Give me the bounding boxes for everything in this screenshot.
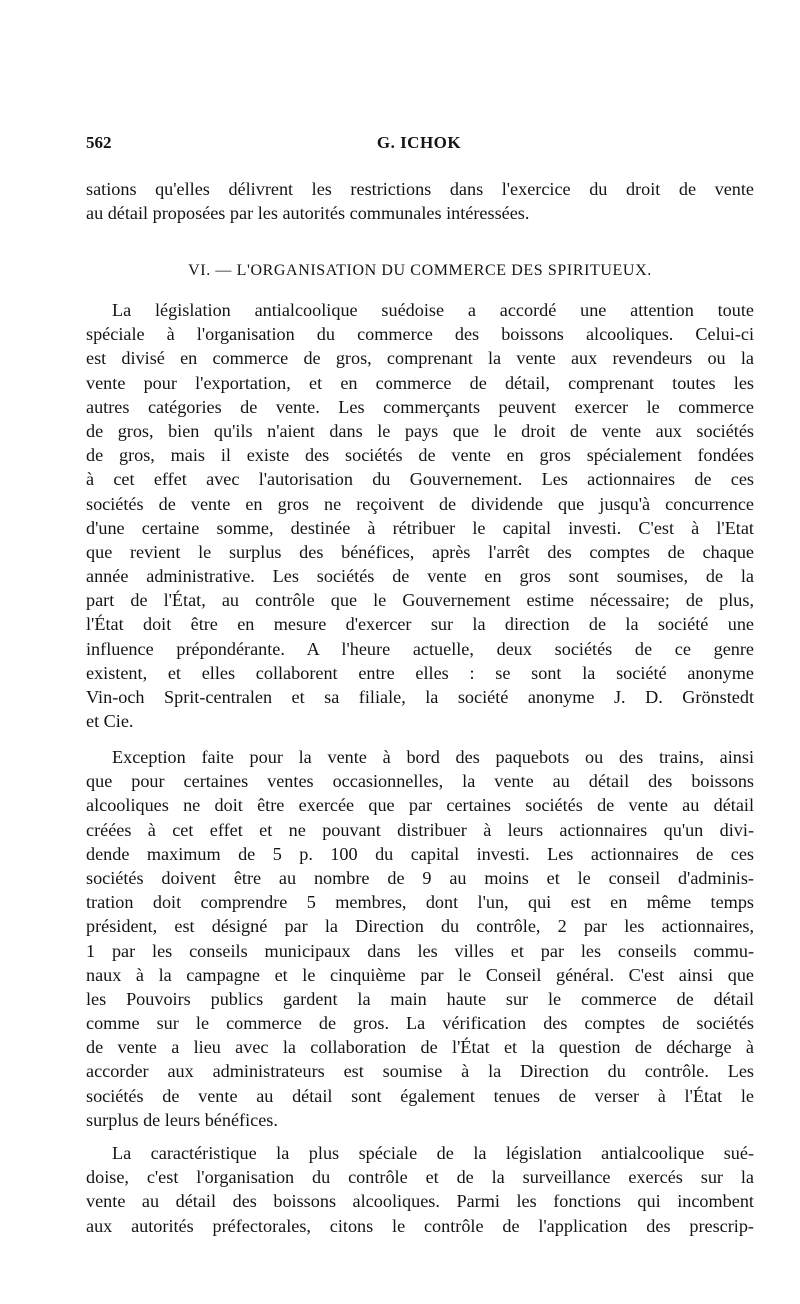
text-line: spéciale à l'organisation du commerce des boissons alcooliques. Celui-ci	[86, 324, 754, 345]
text-line: Vin-och Sprit-centralen et sa filiale, la société anonyme J. D. Grönstedt	[86, 687, 754, 707]
text-line: existent, et elles collaborent entre elles : se sont la société anonyme	[86, 662, 754, 683]
text-line: alcooliques ne doit être exercée que par certaines sociétés de vente au détail	[86, 795, 754, 816]
text-line: sations qu'elles délivrent les restrictions dans l'exercice du droit de vente	[86, 179, 754, 199]
text-line: de gros, mais il existe des sociétés de vente en gros spécialement fondées	[86, 445, 754, 466]
paragraph-exception	[86, 745, 754, 1132]
text-line: vente pour l'exportation, et en commerce de détail, comprenant toutes les	[86, 372, 754, 393]
text-line: que revient le surplus des bénéfices, après l'arrêt des comptes de chaque	[86, 541, 754, 562]
text-line: comme sur le commerce de gros. La vérification des comptes de sociétés	[86, 1013, 754, 1034]
page-number: 562	[86, 133, 112, 152]
text-line: vente au détail des boissons alcooliques. Parmi les fonctions qui incombent	[86, 1191, 754, 1212]
running-title: G. ICHOK	[376, 133, 462, 152]
text-line: autres catégories de vente. Les commerçants peuvent exercer le commerce	[86, 396, 754, 417]
text-line: et Cie.	[86, 711, 134, 732]
text-line: d'une certaine somme, destinée à rétribuer le capital investi. C'est à l'Etat	[86, 517, 754, 538]
text-line: à cet effet avec l'autorisation du Gouvernement. Les actionnaires de ces	[86, 469, 754, 490]
text-line: doise, c'est l'organisation du contrôle et de la surveillance exercés sur la	[86, 1167, 754, 1188]
text-line: dende maximum de 5 p. 100 du capital investi. Les actionnaires de ces	[86, 843, 754, 864]
paragraph-organisation	[86, 298, 754, 733]
text-line: que pour certaines ventes occasionnelles, la vente au détail des boissons	[86, 771, 754, 792]
text-line: influence prépondérante. A l'heure actuelle, deux sociétés de ce genre	[86, 638, 754, 659]
text-line: créées à cet effet et ne pouvant distribuer à leurs actionnaires qu'un divi-	[86, 819, 754, 840]
text-line: surplus de leurs bénéfices.	[86, 1109, 278, 1130]
intro-paragraph	[86, 177, 754, 225]
text-line: année administrative. Les sociétés de vente en gros sont soumises, de la	[86, 566, 754, 587]
text-line: aux autorités préfectorales, citons le contrôle de l'application des prescrip-	[86, 1215, 754, 1236]
text-line: sociétés de vente en gros ne reçoivent de dividende que jusqu'à concurrence	[86, 493, 754, 514]
text-line: La législation antialcoolique suédoise a accordé une attention toute	[112, 300, 754, 320]
text-line: tration doit comprendre 5 membres, dont l'un, qui est en même temps	[86, 892, 754, 913]
text-line: président, est désigné par la Direction du contrôle, 2 par les actionnaires,	[86, 916, 754, 937]
text-line: l'État doit être en mesure d'exercer sur la direction de la société une	[86, 614, 754, 635]
text-line: part de l'État, au contrôle que le Gouvernement estime nécessaire; de plus,	[86, 590, 754, 611]
text-line: les Pouvoirs publics gardent la main haute sur le commerce de détail	[86, 988, 754, 1009]
text-line: naux à la campagne et le cinquième par le Conseil général. C'est ainsi que	[86, 964, 754, 985]
text-line: accorder aux administrateurs est soumise à la Direction du contrôle. Les	[86, 1061, 754, 1082]
text-line: Exception faite pour la vente à bord des paquebots ou des trains, ainsi	[112, 747, 754, 767]
text-line: 1 par les conseils municipaux dans les villes et par les conseils commu-	[86, 940, 754, 961]
paragraph-caracteristique	[86, 1141, 754, 1238]
section-heading: VI. — L'ORGANISATION DU COMMERCE DES SPIRITUEUX.	[188, 262, 652, 279]
page-header	[86, 133, 752, 157]
text-line: sociétés doivent être au nombre de 9 au moins et le conseil d'adminis-	[86, 867, 754, 888]
text-line: de gros, bien qu'ils n'aient dans le pays que le droit de vente aux sociétés	[86, 420, 754, 441]
text-line: de vente a lieu avec la collaboration de l'État et la question de décharge à	[86, 1037, 754, 1058]
text-line: sociétés de vente au détail sont également tenues de verser à l'État le	[86, 1085, 754, 1106]
text-line: est divisé en commerce de gros, comprenant la vente aux revendeurs ou la	[86, 348, 754, 369]
text-line: La caractéristique la plus spéciale de la législation antialcoolique sué-	[112, 1143, 754, 1163]
text-line: au détail proposées par les autorités communales intéressées.	[86, 203, 530, 224]
